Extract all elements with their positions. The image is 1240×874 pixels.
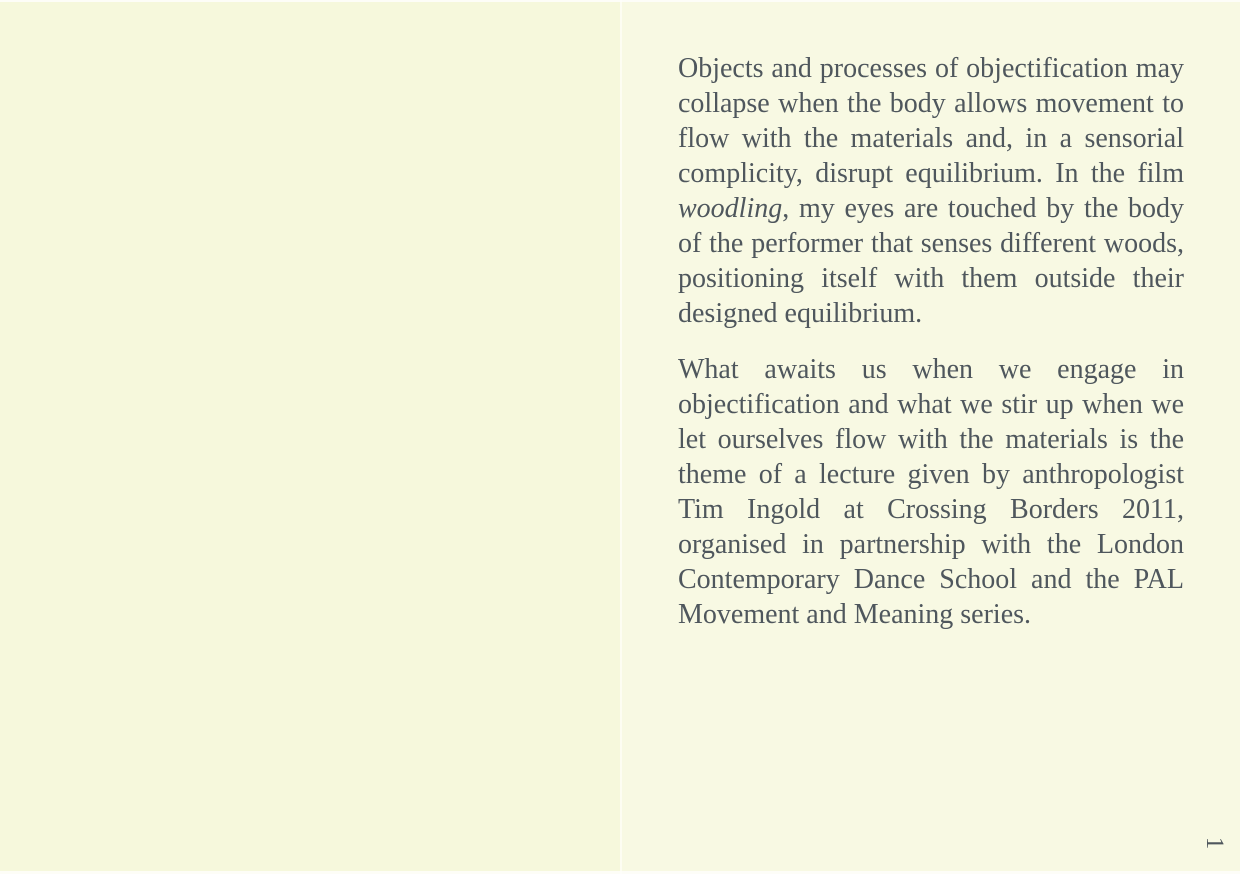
text-line: collapse when the body allows movement to bbox=[678, 88, 1184, 119]
text-line bbox=[678, 191, 1184, 226]
text-line: Contemporary Dance School and the PAL bbox=[678, 564, 1184, 595]
paragraph-1 bbox=[678, 51, 1184, 331]
paragraph-2 bbox=[678, 352, 1184, 632]
page-number: 1 bbox=[1201, 836, 1228, 850]
text-line: positioning itself with them outside their bbox=[678, 263, 1184, 294]
text-line: Tim Ingold at Crossing Borders 2011, bbox=[678, 494, 1184, 525]
page-top-edge bbox=[0, 0, 1240, 2]
text-line: organised in partnership with the London bbox=[678, 529, 1184, 560]
text-line-rest: , my eyes are touched by the body bbox=[782, 193, 1184, 224]
text-line: objectification and what we stir up when we bbox=[678, 389, 1184, 420]
text-line: complicity, disrupt equilibrium. In the film bbox=[678, 158, 1184, 189]
text-line: flow with the materials and, in a sensorial bbox=[678, 123, 1184, 154]
text-line: What awaits us when we engage in bbox=[678, 354, 1184, 385]
text-line: Movement and Meaning series. bbox=[678, 599, 1032, 630]
text-line: Objects and processes of objectification may bbox=[678, 53, 1184, 84]
text-line: let ourselves flow with the materials is the bbox=[678, 424, 1184, 455]
text-line: theme of a lecture given by anthropologist bbox=[678, 459, 1184, 490]
right-page bbox=[622, 0, 1240, 874]
film-title-italic: woodling bbox=[678, 193, 783, 224]
text-line: designed equilibrium. bbox=[678, 298, 923, 329]
body-text bbox=[678, 51, 1184, 632]
text-line: of the performer that senses different woods, bbox=[678, 228, 1184, 259]
